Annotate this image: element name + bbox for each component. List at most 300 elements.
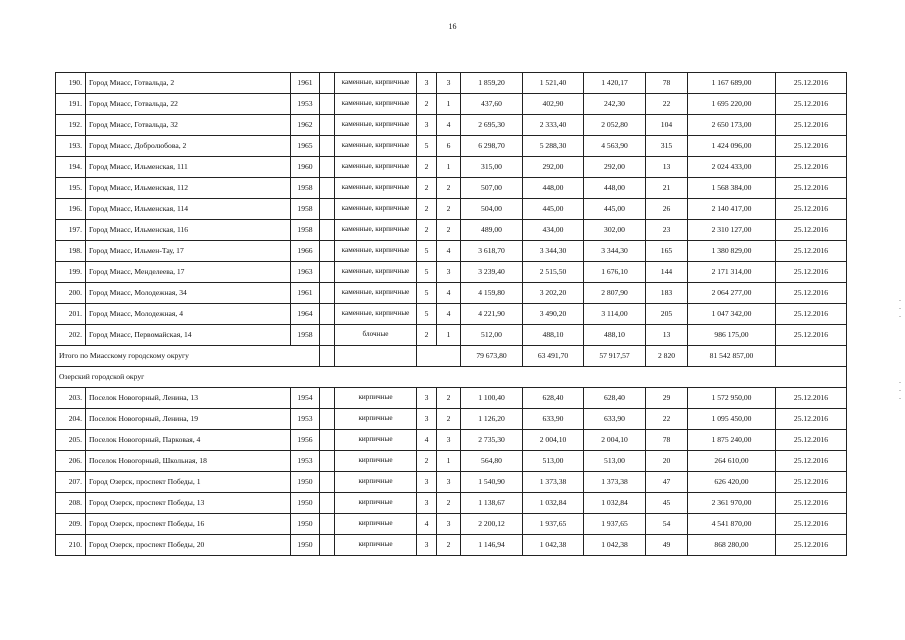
private-area-cell: 292,00 — [584, 157, 646, 178]
table-row — [56, 472, 847, 493]
cost-cell: 626 420,00 — [688, 472, 776, 493]
entrances-cell: 4 — [437, 115, 461, 136]
year-cell: 1966 — [291, 241, 320, 262]
total-area-cell: 3 618,70 — [461, 241, 523, 262]
year-cell: 1954 — [291, 388, 320, 409]
private-area-cell: 2 004,10 — [584, 430, 646, 451]
floors-cell: 3 — [417, 115, 437, 136]
address-cell: Поселок Новогорный, Парковая, 4 — [86, 430, 291, 451]
private-area-cell: 4 563,90 — [584, 136, 646, 157]
residents-cell: 13 — [646, 157, 688, 178]
table-row — [56, 220, 847, 241]
cost-cell: 2 171 314,00 — [688, 262, 776, 283]
private-area-cell: 302,00 — [584, 220, 646, 241]
total-area-total-cell: 79 673,80 — [461, 346, 523, 367]
residents-cell: 13 — [646, 325, 688, 346]
margin-mark — [899, 398, 901, 399]
living-area-cell: 488,10 — [523, 325, 584, 346]
residents-cell: 29 — [646, 388, 688, 409]
year-cell: 1950 — [291, 535, 320, 556]
date-cell: 25.12.2016 — [776, 493, 847, 514]
table-row — [56, 430, 847, 451]
address-cell: Город Озерск, проспект Победы, 20 — [86, 535, 291, 556]
private-area-cell: 1 032,84 — [584, 493, 646, 514]
residents-cell: 26 — [646, 199, 688, 220]
row-number: 209. — [56, 514, 86, 535]
cost-cell: 1 047 342,00 — [688, 304, 776, 325]
residents-cell: 47 — [646, 472, 688, 493]
total-area-cell: 1 126,20 — [461, 409, 523, 430]
living-area-cell: 2 333,40 — [523, 115, 584, 136]
total-area-living-cell: 63 491,70 — [523, 346, 584, 367]
residents-cell: 205 — [646, 304, 688, 325]
living-area-cell: 3 344,30 — [523, 241, 584, 262]
empty-cell — [320, 262, 335, 283]
year-cell: 1958 — [291, 220, 320, 241]
floors-cell: 2 — [417, 178, 437, 199]
wall-material-cell: кирпичные — [335, 409, 417, 430]
total-residents-cell: 2 820 — [646, 346, 688, 367]
living-area-cell: 448,00 — [523, 178, 584, 199]
margin-mark — [899, 382, 901, 383]
living-area-cell: 513,00 — [523, 451, 584, 472]
wall-material-cell: блочные — [335, 325, 417, 346]
row-number: 192. — [56, 115, 86, 136]
date-cell: 25.12.2016 — [776, 430, 847, 451]
entrances-cell: 2 — [437, 220, 461, 241]
total-area-cell: 1 540,90 — [461, 472, 523, 493]
year-cell: 1961 — [291, 283, 320, 304]
wall-material-cell: каменные, кирпичные — [335, 136, 417, 157]
row-number: 203. — [56, 388, 86, 409]
year-cell: 1953 — [291, 94, 320, 115]
floors-cell: 2 — [417, 157, 437, 178]
table-row — [56, 262, 847, 283]
total-area-private-cell: 57 917,57 — [584, 346, 646, 367]
entrances-cell: 2 — [437, 409, 461, 430]
wall-material-cell: каменные, кирпичные — [335, 241, 417, 262]
private-area-cell: 1 373,38 — [584, 472, 646, 493]
address-cell: Город Миасс, Менделеева, 17 — [86, 262, 291, 283]
wall-material-cell: каменные, кирпичные — [335, 73, 417, 94]
private-area-cell: 1 937,65 — [584, 514, 646, 535]
year-cell: 1950 — [291, 493, 320, 514]
address-cell: Город Миасс, Ильменская, 116 — [86, 220, 291, 241]
empty-cell — [320, 73, 335, 94]
living-area-cell: 2 515,50 — [523, 262, 584, 283]
year-cell: 1961 — [291, 73, 320, 94]
entrances-cell: 3 — [437, 514, 461, 535]
living-area-cell: 1 373,38 — [523, 472, 584, 493]
year-cell: 1958 — [291, 178, 320, 199]
residents-cell: 183 — [646, 283, 688, 304]
wall-material-cell: кирпичные — [335, 493, 417, 514]
empty-cell — [320, 136, 335, 157]
floors-cell: 3 — [417, 472, 437, 493]
housing-registry-table — [55, 72, 847, 556]
address-cell: Город Озерск, проспект Победы, 16 — [86, 514, 291, 535]
row-number: 193. — [56, 136, 86, 157]
total-area-cell: 489,00 — [461, 220, 523, 241]
date-cell: 25.12.2016 — [776, 178, 847, 199]
living-area-cell: 633,90 — [523, 409, 584, 430]
cost-cell: 986 175,00 — [688, 325, 776, 346]
entrances-cell: 3 — [437, 430, 461, 451]
empty-cell — [320, 283, 335, 304]
private-area-cell: 1 042,38 — [584, 535, 646, 556]
cost-cell: 264 610,00 — [688, 451, 776, 472]
empty-cell — [320, 451, 335, 472]
address-cell: Город Озерск, проспект Победы, 13 — [86, 493, 291, 514]
total-label: Итого по Миасскому городскому округу — [56, 346, 320, 367]
residents-cell: 54 — [646, 514, 688, 535]
floors-cell: 3 — [417, 73, 437, 94]
row-number: 206. — [56, 451, 86, 472]
page-number: 16 — [448, 22, 457, 31]
entrances-cell: 2 — [437, 535, 461, 556]
table-row — [56, 304, 847, 325]
total-area-cell: 504,00 — [461, 199, 523, 220]
cost-cell: 2 064 277,00 — [688, 283, 776, 304]
entrances-cell: 1 — [437, 94, 461, 115]
row-number: 208. — [56, 493, 86, 514]
entrances-cell: 3 — [437, 472, 461, 493]
floors-cell: 5 — [417, 283, 437, 304]
floors-cell: 2 — [417, 325, 437, 346]
table-body — [56, 73, 847, 556]
empty-cell — [320, 472, 335, 493]
empty-cell — [320, 388, 335, 409]
wall-material-cell: каменные, кирпичные — [335, 178, 417, 199]
residents-cell: 21 — [646, 178, 688, 199]
total-area-cell: 4 221,90 — [461, 304, 523, 325]
empty-cell — [417, 346, 461, 367]
private-area-cell: 2 052,80 — [584, 115, 646, 136]
date-cell: 25.12.2016 — [776, 220, 847, 241]
date-cell: 25.12.2016 — [776, 325, 847, 346]
date-cell: 25.12.2016 — [776, 115, 847, 136]
row-number: 194. — [56, 157, 86, 178]
private-area-cell: 3 344,30 — [584, 241, 646, 262]
entrances-cell: 3 — [437, 73, 461, 94]
date-cell: 25.12.2016 — [776, 388, 847, 409]
residents-cell: 22 — [646, 409, 688, 430]
row-number: 205. — [56, 430, 86, 451]
table-row — [56, 73, 847, 94]
residents-cell: 23 — [646, 220, 688, 241]
table-row — [56, 451, 847, 472]
entrances-cell: 2 — [437, 178, 461, 199]
table-row — [56, 514, 847, 535]
living-area-cell: 5 288,30 — [523, 136, 584, 157]
address-cell: Город Миасс, Первомайская, 14 — [86, 325, 291, 346]
residents-cell: 165 — [646, 241, 688, 262]
empty-cell — [320, 220, 335, 241]
living-area-cell: 1 032,84 — [523, 493, 584, 514]
residents-cell: 78 — [646, 430, 688, 451]
entrances-cell: 2 — [437, 493, 461, 514]
row-number: 200. — [56, 283, 86, 304]
date-cell: 25.12.2016 — [776, 451, 847, 472]
year-cell: 1953 — [291, 409, 320, 430]
empty-cell — [320, 115, 335, 136]
living-area-cell: 402,90 — [523, 94, 584, 115]
floors-cell: 3 — [417, 535, 437, 556]
date-cell: 25.12.2016 — [776, 241, 847, 262]
row-number: 195. — [56, 178, 86, 199]
private-area-cell: 628,40 — [584, 388, 646, 409]
row-number: 201. — [56, 304, 86, 325]
residents-cell: 49 — [646, 535, 688, 556]
table-row — [56, 388, 847, 409]
table-row — [56, 178, 847, 199]
year-cell: 1958 — [291, 325, 320, 346]
private-area-cell: 242,30 — [584, 94, 646, 115]
floors-cell: 2 — [417, 451, 437, 472]
living-area-cell: 434,00 — [523, 220, 584, 241]
year-cell: 1963 — [291, 262, 320, 283]
table-row — [56, 283, 847, 304]
year-cell: 1953 — [291, 451, 320, 472]
cost-cell: 1 875 240,00 — [688, 430, 776, 451]
address-cell: Город Миасс, Готвальда, 2 — [86, 73, 291, 94]
private-area-cell: 1 420,17 — [584, 73, 646, 94]
year-cell: 1950 — [291, 514, 320, 535]
living-area-cell: 3 490,20 — [523, 304, 584, 325]
row-number: 190. — [56, 73, 86, 94]
total-area-cell: 4 159,80 — [461, 283, 523, 304]
wall-material-cell: каменные, кирпичные — [335, 157, 417, 178]
margin-mark — [899, 390, 901, 391]
wall-material-cell: каменные, кирпичные — [335, 199, 417, 220]
total-area-cell: 1 146,94 — [461, 535, 523, 556]
table-row — [56, 241, 847, 262]
margin-mark — [899, 300, 901, 301]
table-row — [56, 199, 847, 220]
year-cell: 1962 — [291, 115, 320, 136]
row-number: 191. — [56, 94, 86, 115]
empty-cell — [320, 535, 335, 556]
empty-cell — [320, 304, 335, 325]
table-row — [56, 493, 847, 514]
row-number: 204. — [56, 409, 86, 430]
year-cell: 1958 — [291, 199, 320, 220]
margin-mark — [899, 316, 901, 317]
total-area-cell: 507,00 — [461, 178, 523, 199]
residents-cell: 78 — [646, 73, 688, 94]
wall-material-cell: кирпичные — [335, 535, 417, 556]
residents-cell: 315 — [646, 136, 688, 157]
wall-material-cell: кирпичные — [335, 430, 417, 451]
entrances-cell: 2 — [437, 199, 461, 220]
cost-cell: 868 280,00 — [688, 535, 776, 556]
section-header-row — [56, 367, 847, 388]
cost-cell: 2 361 970,00 — [688, 493, 776, 514]
row-number: 197. — [56, 220, 86, 241]
total-cost-cell: 81 542 857,00 — [688, 346, 776, 367]
row-number: 202. — [56, 325, 86, 346]
cost-cell: 1 380 829,00 — [688, 241, 776, 262]
living-area-cell: 2 004,10 — [523, 430, 584, 451]
table-row — [56, 115, 847, 136]
cost-cell: 4 541 870,00 — [688, 514, 776, 535]
year-cell: 1960 — [291, 157, 320, 178]
entrances-cell: 4 — [437, 241, 461, 262]
residents-cell: 20 — [646, 451, 688, 472]
address-cell: Город Миасс, Готвальда, 32 — [86, 115, 291, 136]
address-cell: Город Миасс, Молодежная, 4 — [86, 304, 291, 325]
empty-cell — [320, 430, 335, 451]
cost-cell: 1 167 689,00 — [688, 73, 776, 94]
private-area-cell: 488,10 — [584, 325, 646, 346]
cost-cell: 1 424 096,00 — [688, 136, 776, 157]
private-area-cell: 2 807,90 — [584, 283, 646, 304]
cost-cell: 1 095 450,00 — [688, 409, 776, 430]
total-area-cell: 6 298,70 — [461, 136, 523, 157]
entrances-cell: 6 — [437, 136, 461, 157]
private-area-cell: 1 676,10 — [584, 262, 646, 283]
table-row — [56, 535, 847, 556]
total-area-cell: 437,60 — [461, 94, 523, 115]
private-area-cell: 513,00 — [584, 451, 646, 472]
table-row — [56, 94, 847, 115]
entrances-cell: 1 — [437, 325, 461, 346]
residents-cell: 104 — [646, 115, 688, 136]
address-cell: Город Миасс, Добролюбова, 2 — [86, 136, 291, 157]
residents-cell: 45 — [646, 493, 688, 514]
entrances-cell: 4 — [437, 304, 461, 325]
entrances-cell: 1 — [437, 157, 461, 178]
entrances-cell: 3 — [437, 262, 461, 283]
year-cell: 1964 — [291, 304, 320, 325]
section-title: Озерский городской округ — [56, 367, 847, 388]
date-cell: 25.12.2016 — [776, 409, 847, 430]
floors-cell: 3 — [417, 388, 437, 409]
table-row — [56, 325, 847, 346]
empty-cell — [320, 157, 335, 178]
address-cell: Город Миасс, Ильменская, 112 — [86, 178, 291, 199]
empty-cell — [776, 346, 847, 367]
date-cell: 25.12.2016 — [776, 472, 847, 493]
year-cell: 1965 — [291, 136, 320, 157]
total-area-cell: 2 200,12 — [461, 514, 523, 535]
address-cell: Город Миасс, Ильменская, 114 — [86, 199, 291, 220]
floors-cell: 2 — [417, 220, 437, 241]
row-number: 210. — [56, 535, 86, 556]
entrances-cell: 1 — [437, 451, 461, 472]
floors-cell: 5 — [417, 304, 437, 325]
floors-cell: 2 — [417, 199, 437, 220]
total-area-cell: 1 100,40 — [461, 388, 523, 409]
residents-cell: 144 — [646, 262, 688, 283]
cost-cell: 2 310 127,00 — [688, 220, 776, 241]
living-area-cell: 445,00 — [523, 199, 584, 220]
address-cell: Город Миасс, Ильменская, 111 — [86, 157, 291, 178]
empty-cell — [320, 346, 335, 367]
living-area-cell: 1 937,65 — [523, 514, 584, 535]
private-area-cell: 448,00 — [584, 178, 646, 199]
empty-cell — [320, 178, 335, 199]
date-cell: 25.12.2016 — [776, 304, 847, 325]
floors-cell: 3 — [417, 409, 437, 430]
floors-cell: 3 — [417, 493, 437, 514]
total-area-cell: 1 859,20 — [461, 73, 523, 94]
private-area-cell: 445,00 — [584, 199, 646, 220]
address-cell: Город Миасс, Молодежная, 34 — [86, 283, 291, 304]
wall-material-cell: каменные, кирпичные — [335, 220, 417, 241]
empty-cell — [320, 241, 335, 262]
date-cell: 25.12.2016 — [776, 514, 847, 535]
private-area-cell: 633,90 — [584, 409, 646, 430]
private-area-cell: 3 114,00 — [584, 304, 646, 325]
living-area-cell: 1 521,40 — [523, 73, 584, 94]
row-number: 196. — [56, 199, 86, 220]
empty-cell — [320, 514, 335, 535]
row-number: 198. — [56, 241, 86, 262]
address-cell: Поселок Новогорный, Ленина, 13 — [86, 388, 291, 409]
address-cell: Город Озерск, проспект Победы, 1 — [86, 472, 291, 493]
floors-cell: 5 — [417, 136, 437, 157]
cost-cell: 2 140 417,00 — [688, 199, 776, 220]
wall-material-cell: каменные, кирпичные — [335, 283, 417, 304]
table-row — [56, 157, 847, 178]
floors-cell: 5 — [417, 241, 437, 262]
floors-cell: 2 — [417, 94, 437, 115]
date-cell: 25.12.2016 — [776, 535, 847, 556]
living-area-cell: 292,00 — [523, 157, 584, 178]
address-cell: Поселок Новогорный, Ленина, 19 — [86, 409, 291, 430]
date-cell: 25.12.2016 — [776, 199, 847, 220]
wall-material-cell: каменные, кирпичные — [335, 304, 417, 325]
empty-cell — [320, 493, 335, 514]
empty-cell — [320, 94, 335, 115]
date-cell: 25.12.2016 — [776, 262, 847, 283]
address-cell: Поселок Новогорный, Школьная, 18 — [86, 451, 291, 472]
cost-cell: 1 695 220,00 — [688, 94, 776, 115]
year-cell: 1950 — [291, 472, 320, 493]
wall-material-cell: каменные, кирпичные — [335, 94, 417, 115]
total-area-cell: 1 138,67 — [461, 493, 523, 514]
wall-material-cell: каменные, кирпичные — [335, 262, 417, 283]
date-cell: 25.12.2016 — [776, 94, 847, 115]
total-row — [56, 346, 847, 367]
living-area-cell: 3 202,20 — [523, 283, 584, 304]
cost-cell: 1 572 950,00 — [688, 388, 776, 409]
total-area-cell: 512,00 — [461, 325, 523, 346]
living-area-cell: 1 042,38 — [523, 535, 584, 556]
total-area-cell: 315,00 — [461, 157, 523, 178]
wall-material-cell: кирпичные — [335, 451, 417, 472]
entrances-cell: 2 — [437, 388, 461, 409]
empty-cell — [320, 199, 335, 220]
date-cell: 25.12.2016 — [776, 283, 847, 304]
entrances-cell: 4 — [437, 283, 461, 304]
wall-material-cell: кирпичные — [335, 514, 417, 535]
table-row — [56, 409, 847, 430]
address-cell: Город Миасс, Готвальда, 22 — [86, 94, 291, 115]
wall-material-cell: кирпичные — [335, 472, 417, 493]
date-cell: 25.12.2016 — [776, 73, 847, 94]
margin-mark — [899, 308, 901, 309]
total-area-cell: 2 695,30 — [461, 115, 523, 136]
residents-cell: 22 — [646, 94, 688, 115]
date-cell: 25.12.2016 — [776, 157, 847, 178]
row-number: 207. — [56, 472, 86, 493]
empty-cell — [335, 346, 417, 367]
total-area-cell: 2 735,30 — [461, 430, 523, 451]
wall-material-cell: каменные, кирпичные — [335, 115, 417, 136]
total-area-cell: 3 239,40 — [461, 262, 523, 283]
